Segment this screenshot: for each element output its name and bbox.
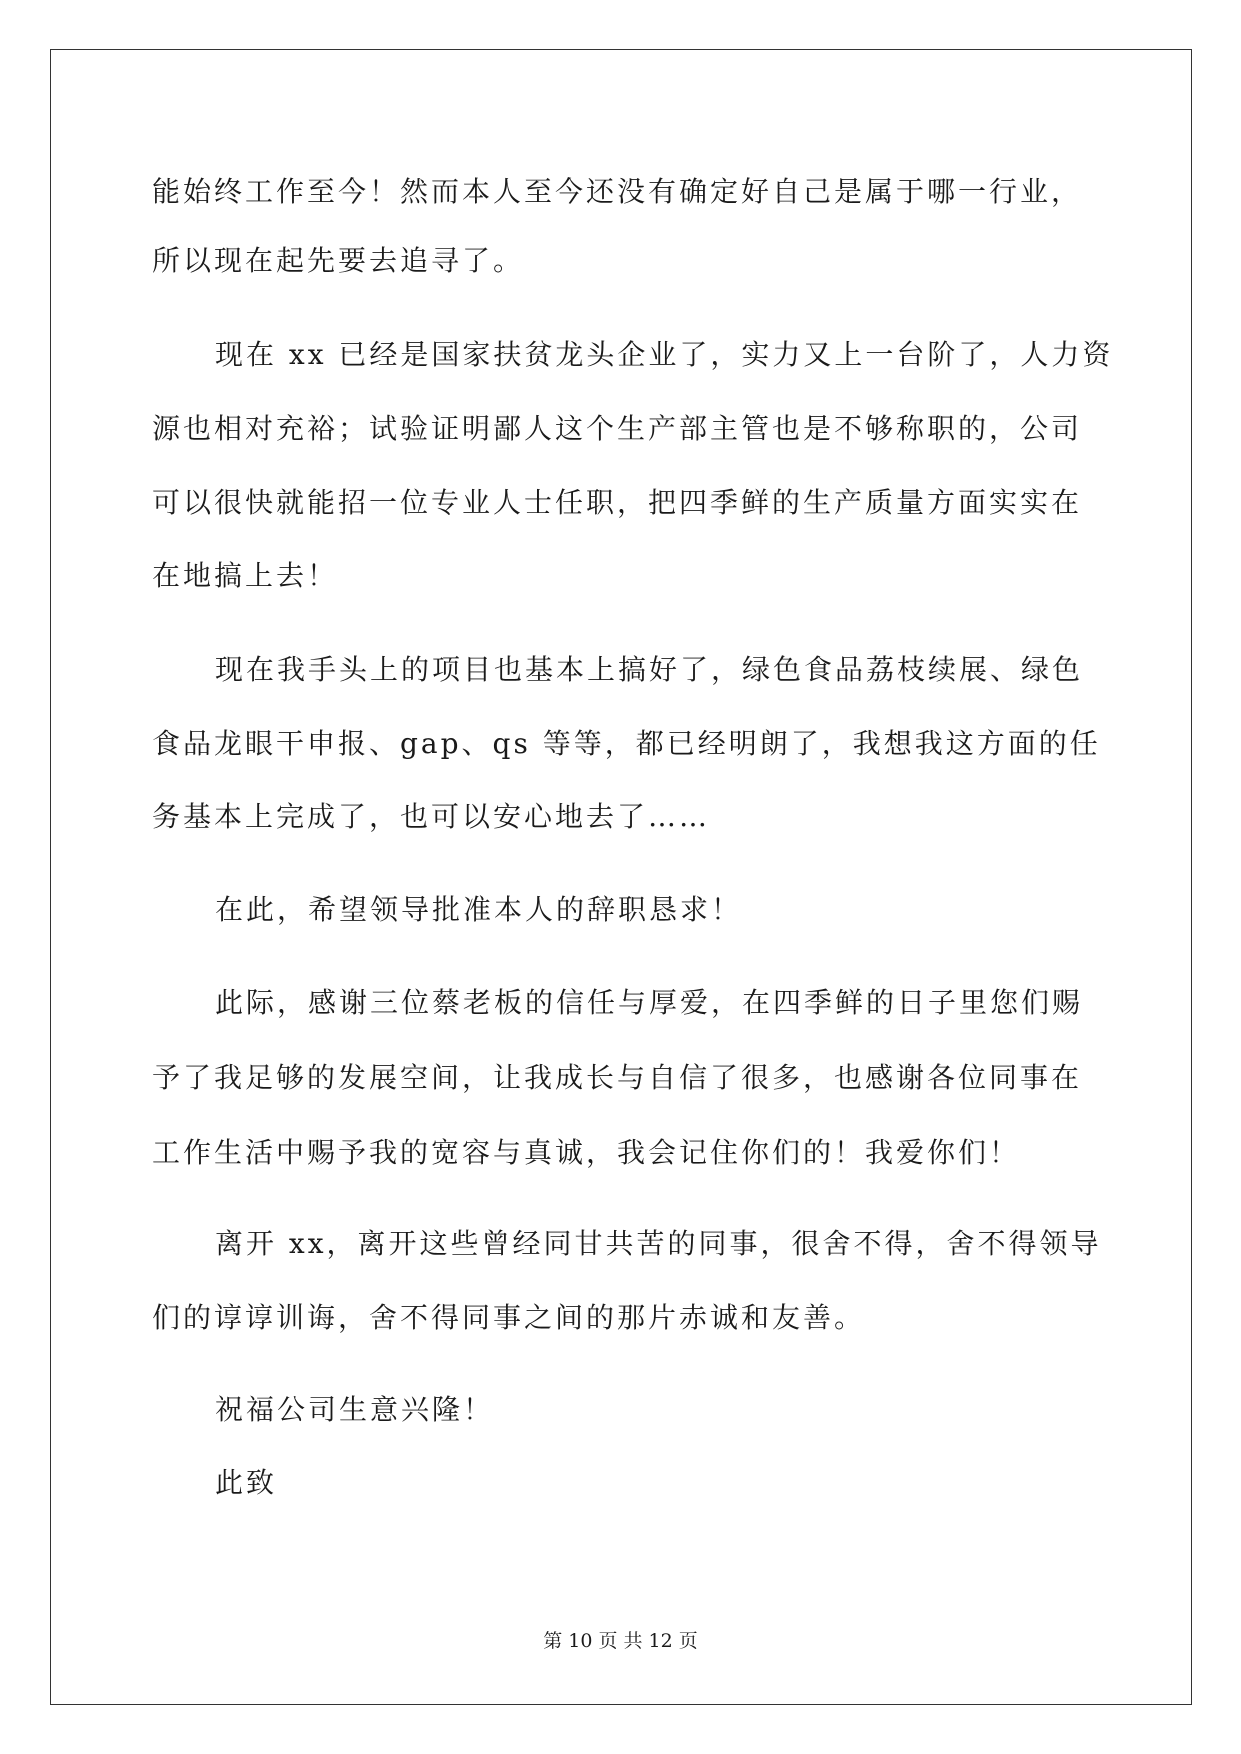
text-line: 现在我手头上的项目也基本上搞好了，绿色食品荔枝续展、绿色 bbox=[215, 653, 1084, 686]
text-line: 予了我足够的发展空间，让我成长与自信了很多，也感谢各位同事在 bbox=[152, 1061, 1083, 1094]
text-line: 离开 xx，离开这些曾经同甘共苦的同事，很舍不得，舍不得领导 bbox=[215, 1227, 1102, 1260]
page-border bbox=[50, 49, 1192, 1705]
text-line: 此致 bbox=[215, 1466, 278, 1499]
text-line: 务基本上完成了，也可以安心地去了…… bbox=[152, 800, 711, 833]
text-line: 所以现在起先要去追寻了。 bbox=[152, 244, 525, 277]
page-number: 第 10 页 共 12 页 bbox=[543, 1630, 698, 1652]
text-line: 祝福公司生意兴隆！ bbox=[215, 1393, 495, 1426]
text-line: 们的谆谆训诲，舍不得同事之间的那片赤诚和友善。 bbox=[152, 1301, 866, 1334]
text-line: 现在 xx 已经是国家扶贫龙头企业了，实力又上一台阶了，人力资 bbox=[215, 338, 1114, 371]
text-line: 源也相对充裕；试验证明鄙人这个生产部主管也是不够称职的，公司 bbox=[152, 412, 1083, 445]
text-line: 工作生活中赐予我的宽容与真诚，我会记住你们的！我爱你们！ bbox=[152, 1136, 1021, 1169]
text-line: 能始终工作至今！然而本人至今还没有确定好自己是属于哪一行业， bbox=[152, 175, 1083, 208]
text-line: 在地搞上去！ bbox=[152, 559, 339, 592]
text-line: 食品龙眼干申报、gap、qs 等等，都已经明朗了，我想我这方面的任 bbox=[152, 727, 1101, 760]
text-line: 此际，感谢三位蔡老板的信任与厚爱，在四季鲜的日子里您们赐 bbox=[215, 986, 1084, 1019]
text-line: 可以很快就能招一位专业人士任职，把四季鲜的生产质量方面实实在 bbox=[152, 486, 1083, 519]
text-line: 在此，希望领导批准本人的辞职恳求！ bbox=[215, 893, 743, 926]
